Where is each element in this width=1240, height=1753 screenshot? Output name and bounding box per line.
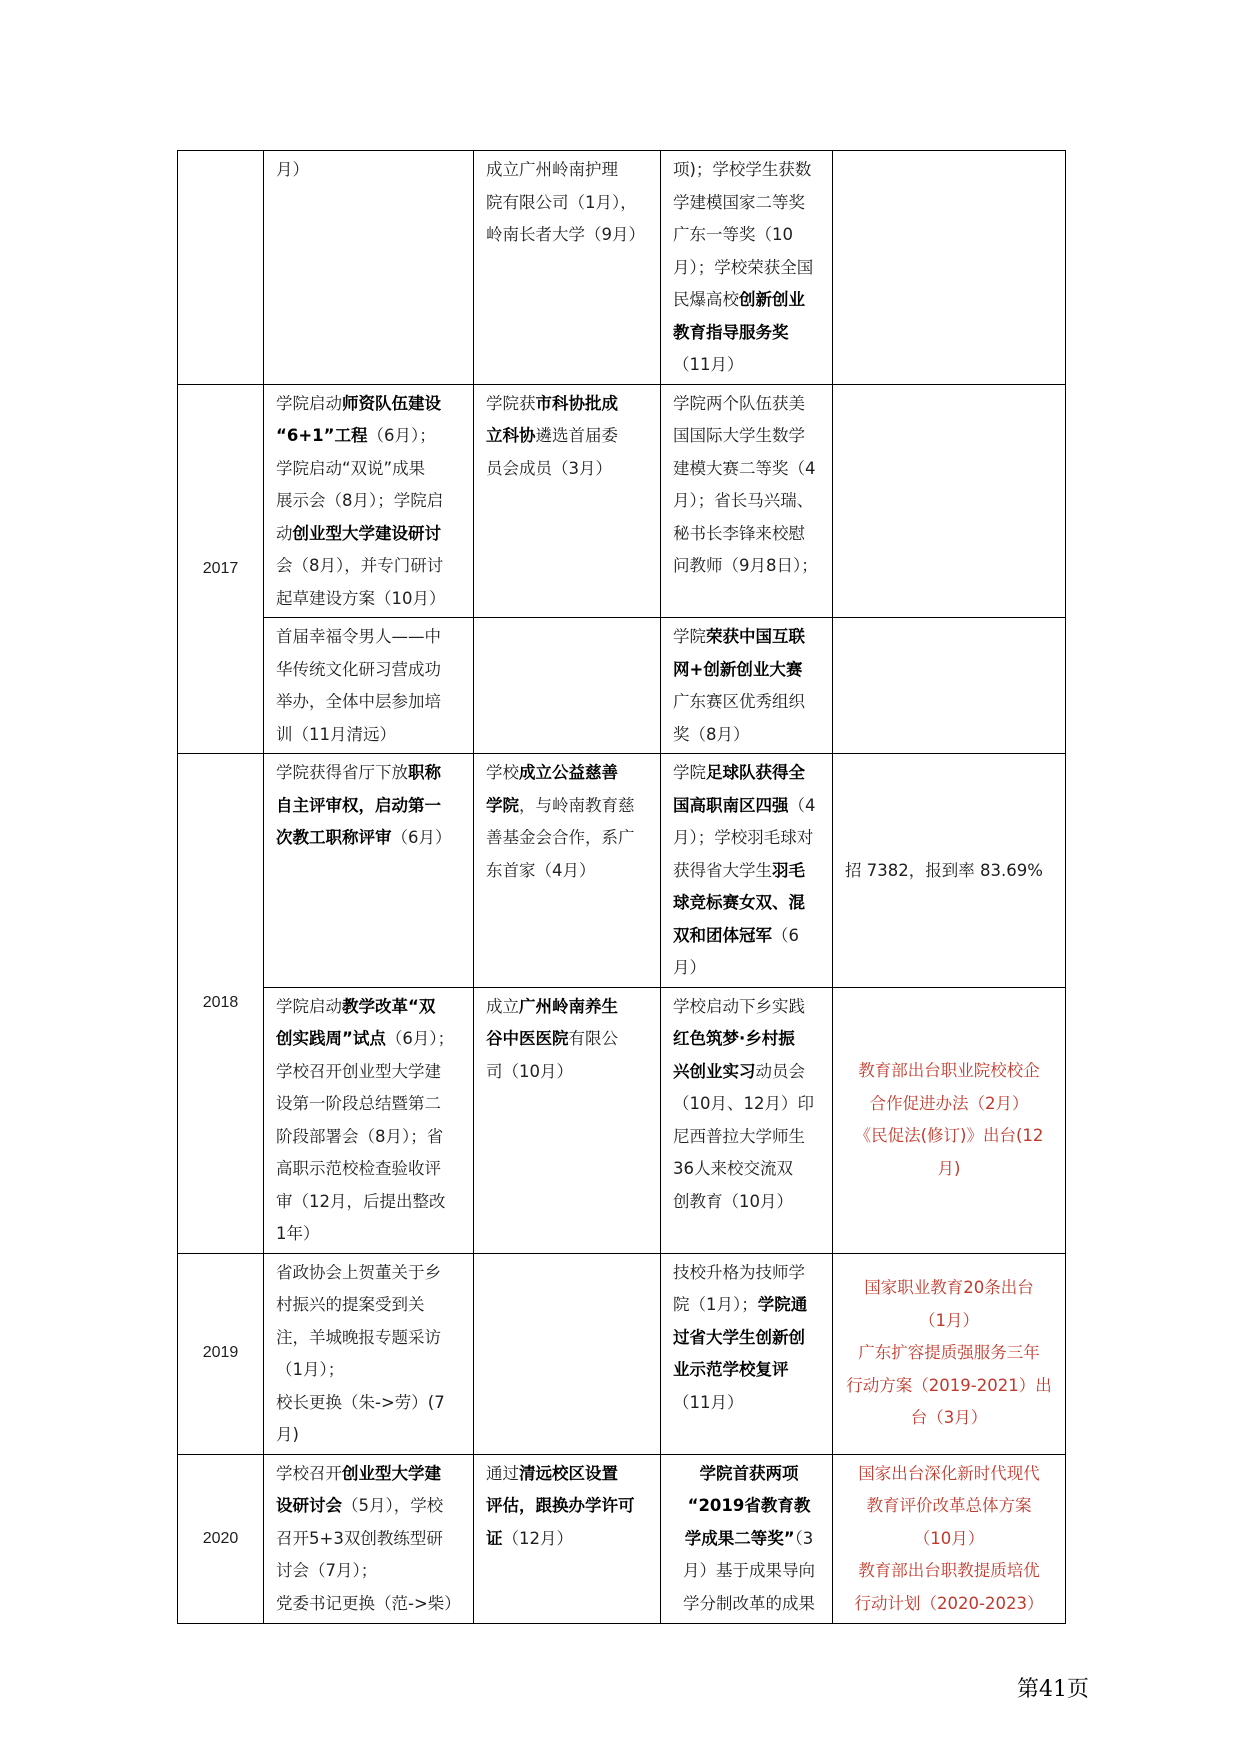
table-cell (833, 987, 1066, 1253)
table-cell (833, 384, 1066, 618)
table-cell (833, 618, 1066, 754)
cell-line (673, 621, 825, 654)
cell-line (276, 1289, 466, 1322)
cell-text: 学分制改革的成果 (683, 1593, 815, 1613)
cell-text: 阶段部署会（8月）；省 (276, 1126, 444, 1146)
cell-line (673, 1458, 825, 1491)
cell-text: 项)；学校学生获数 (673, 160, 812, 179)
cell-text: 通过 (486, 1463, 519, 1483)
cell-line (276, 1056, 466, 1089)
cell-line (839, 1490, 1059, 1523)
cell-text: 尼西普拉大学师生 (673, 1126, 805, 1146)
cell-text: 广东一等奖（10 (673, 225, 793, 244)
cell-text: 成立 (486, 996, 519, 1016)
cell-line (276, 1588, 466, 1621)
cell-line (486, 1056, 653, 1089)
cell-text: 司（10月） (486, 1061, 573, 1081)
bold-text: 羽毛 (772, 860, 805, 880)
bold-text: 足球队获得全 (706, 763, 805, 782)
cell-text: 广东赛区优秀组织 (673, 692, 805, 711)
cell-line (486, 991, 653, 1024)
table-cell (661, 384, 833, 618)
cell-line (276, 388, 466, 421)
cell-text: 台（3月） (910, 1408, 988, 1428)
table-cell (661, 618, 833, 754)
cell-line (673, 855, 825, 888)
cell-text: 动 (276, 523, 293, 543)
cell-line (276, 1555, 466, 1588)
cell-text: 动员会 (755, 1061, 805, 1081)
table-cell (264, 151, 474, 385)
bold-text: 创业型大学建设研讨 (292, 523, 441, 543)
cell-text: 召开5+3双创教练型研 (276, 1528, 443, 1548)
table-cell (661, 151, 833, 385)
cell-text: 学校召开 (276, 1463, 342, 1483)
cell-text: 注，羊城晚报专题采访 (276, 1327, 441, 1347)
cell-line (276, 1458, 466, 1491)
bold-text: 学院通 (757, 1295, 808, 1314)
cell-text: （6月） (391, 828, 452, 847)
cell-line (839, 1272, 1059, 1305)
cell-text: 学建模国家二等奖 (673, 192, 805, 212)
cell-text: 教育评价改革总体方案 (866, 1496, 1032, 1515)
cell-text: 学院获 (486, 393, 536, 413)
cell-line (486, 757, 653, 790)
cell-text: 行动计划（2020-2023） (854, 1593, 1044, 1613)
cell-line (673, 1354, 825, 1387)
cell-line (276, 790, 466, 823)
cell-text: 展示会（8月）；学院启 (276, 491, 444, 510)
cell-text: 有限公 (568, 1029, 618, 1048)
cell-line (276, 621, 466, 654)
cell-text: 院有限公司（1月）， (486, 192, 637, 212)
cell-text: （6月）； (385, 1029, 455, 1048)
table-cell (833, 1454, 1066, 1624)
cell-text: 学院启动“双说”成果 (276, 458, 426, 478)
cell-line (276, 583, 466, 616)
cell-line (276, 757, 466, 790)
cell-line (276, 485, 466, 518)
cell-text: 学院 (673, 763, 706, 782)
table-cell (474, 151, 661, 385)
cell-text: 月）；学校荣获全国 (673, 257, 814, 277)
table-row (178, 618, 1066, 754)
timeline-table (177, 150, 1066, 1624)
table-cell (833, 151, 1066, 385)
table-row (178, 754, 1066, 988)
bold-text: 过省大学生创新创 (673, 1327, 805, 1347)
table-cell (474, 754, 661, 988)
table-cell (474, 1253, 661, 1454)
cell-line (673, 1322, 825, 1355)
cell-text: 国家出台深化新时代现代 (858, 1463, 1040, 1483)
table-row (178, 384, 1066, 618)
bold-text: 网+创新创业大赛 (673, 659, 803, 679)
cell-text: ，与岭南教育慈 (519, 795, 635, 815)
cell-line (673, 1588, 825, 1621)
cell-line (276, 420, 466, 453)
cell-text: 成立广州岭南护理 (486, 160, 618, 179)
bold-text: 广州岭南养生 (519, 996, 618, 1016)
table-row (178, 1253, 1066, 1454)
cell-line (486, 1523, 653, 1556)
cell-text: 学校召开创业型大学建 (276, 1061, 441, 1081)
cell-text: 华传统文化研习营成功 (276, 659, 441, 679)
cell-line (673, 1490, 825, 1523)
cell-text: （6月）； (367, 426, 436, 445)
cell-line (673, 654, 825, 687)
bold-text: 教育指导服务奖 (673, 322, 789, 342)
cell-text: 学院两个队伍获美 (673, 393, 805, 413)
cell-line (839, 1153, 1059, 1186)
bold-text: 职称 (408, 763, 441, 782)
cell-text: 设第一阶段总结暨第二 (276, 1094, 441, 1113)
cell-line (486, 1458, 653, 1491)
bold-text: 清远校区设置 (519, 1463, 618, 1483)
bold-text: 荣获中国互联 (706, 627, 805, 646)
cell-text: 学院获得省厅下放 (276, 763, 408, 782)
cell-line (839, 1088, 1059, 1121)
cell-text: 学院 (673, 627, 706, 646)
cell-text: 训（11月清远） (276, 724, 396, 744)
year-cell: 2017 (178, 384, 264, 754)
cell-text: 月） (276, 160, 309, 179)
cell-text: 教育部出台职教提质培优 (858, 1561, 1040, 1580)
cell-line (276, 686, 466, 719)
table-cell (264, 987, 474, 1253)
cell-line (839, 1588, 1059, 1621)
table-cell (474, 1454, 661, 1624)
cell-text: 建模大赛二等奖（4 (673, 458, 816, 478)
table-row (178, 151, 1066, 385)
cell-line (673, 822, 825, 855)
cell-line (673, 485, 825, 518)
cell-line (486, 154, 653, 187)
cell-line (673, 518, 825, 551)
cell-text: 善基金会合作，系广 (486, 828, 635, 847)
bold-text: 教学改革“双 (342, 996, 436, 1016)
cell-line (276, 1354, 466, 1387)
bold-text: 市科协批成 (535, 393, 618, 413)
bold-text: 球竞标赛女双、混 (673, 893, 805, 912)
cell-line (845, 855, 1058, 888)
cell-line (839, 1370, 1059, 1403)
cell-text: 月） (673, 958, 706, 977)
cell-line (673, 420, 825, 453)
cell-line (839, 1305, 1059, 1338)
cell-line (673, 920, 825, 953)
cell-line (673, 1023, 825, 1056)
cell-line (839, 1402, 1059, 1435)
cell-text: 月）；学校羽毛球对 (673, 828, 814, 847)
cell-text: 月) (276, 1425, 299, 1444)
cell-line (673, 887, 825, 920)
cell-line (276, 1490, 466, 1523)
cell-text: （11月） (673, 1392, 744, 1412)
table-cell (661, 1454, 833, 1624)
cell-line (673, 719, 825, 752)
cell-text: （5月），学校 (342, 1496, 444, 1515)
table-cell (264, 1253, 474, 1454)
cell-text: 学院启动 (276, 996, 342, 1016)
table-cell (833, 754, 1066, 988)
cell-line (673, 757, 825, 790)
cell-text: 学校启动下乡实践 (673, 996, 805, 1016)
table-cell (264, 1454, 474, 1624)
cell-text: 学院启动 (276, 393, 342, 413)
cell-text: （1月） (919, 1310, 979, 1330)
cell-line (486, 1023, 653, 1056)
cell-text: 奖（8月） (673, 724, 750, 744)
bold-text: 次教工职称评审 (276, 828, 392, 847)
cell-text: 国家职业教育20条出台 (864, 1278, 1034, 1298)
cell-line (673, 550, 825, 583)
cell-line (276, 1523, 466, 1556)
cell-text: 国国际大学生数学 (673, 426, 805, 445)
cell-line (673, 952, 825, 985)
cell-line (673, 1555, 825, 1588)
cell-text: 合作促进办法（2月） (869, 1093, 1029, 1113)
cell-line (276, 719, 466, 752)
bold-text: 双和团体冠军 (673, 925, 772, 945)
cell-line (276, 1257, 466, 1290)
cell-text: 省政协会上贺董关于乡 (276, 1262, 441, 1282)
cell-text: 学校 (486, 763, 519, 782)
cell-line (673, 1523, 825, 1556)
cell-text: 讨会（7月）； (276, 1561, 378, 1580)
cell-text: 广东扩容提质强服务三年 (858, 1343, 1040, 1363)
cell-text: （12月） (502, 1528, 573, 1548)
cell-line (673, 1257, 825, 1290)
cell-line (839, 1523, 1059, 1556)
year-cell: 2018 (178, 754, 264, 1254)
cell-text: （4 (788, 795, 816, 815)
cell-line (276, 1186, 466, 1219)
cell-line (673, 187, 825, 220)
cell-line (673, 1387, 825, 1420)
cell-text: 起草建设方案（10月） (276, 588, 446, 608)
cell-text: 高职示范校检查验收评 (276, 1159, 441, 1178)
cell-line (276, 453, 466, 486)
cell-line (673, 349, 825, 382)
cell-line (276, 654, 466, 687)
cell-line (486, 855, 653, 888)
cell-line (673, 317, 825, 350)
cell-line (486, 388, 653, 421)
table-cell (474, 384, 661, 618)
bold-text: 证 (486, 1528, 503, 1548)
cell-line (276, 550, 466, 583)
cell-text: 东首家（4月） (486, 860, 596, 880)
bold-text: 创实践周”试点 (276, 1029, 386, 1048)
bold-text: 立科协 (486, 426, 536, 445)
cell-line (486, 790, 653, 823)
cell-text: （10月） (913, 1528, 985, 1548)
cell-line (839, 1055, 1059, 1088)
cell-line (276, 1023, 466, 1056)
cell-text: 审（12月，后提出整改 (276, 1191, 446, 1211)
cell-text: 1年） (276, 1224, 320, 1243)
cell-line (673, 1186, 825, 1219)
cell-text: （3 (794, 1528, 814, 1548)
table-row (178, 987, 1066, 1253)
bold-text: 国高职南区四强 (673, 795, 789, 815)
cell-text: 会（8月），并专门研讨 (276, 556, 444, 575)
cell-text: 月）；省长马兴瑞、 (673, 491, 814, 510)
bold-text: 创新创业 (739, 290, 805, 309)
cell-line (673, 1153, 825, 1186)
table-cell (833, 1253, 1066, 1454)
bold-text: 创业型大学建 (342, 1463, 441, 1483)
table-cell (474, 618, 661, 754)
cell-text: （6 (772, 925, 799, 945)
cell-line (276, 991, 466, 1024)
table-cell (661, 754, 833, 988)
cell-line (673, 991, 825, 1024)
cell-line (486, 453, 653, 486)
table-row (178, 1454, 1066, 1624)
page-number: 第41页 (1017, 1677, 1089, 1702)
cell-text: 民爆高校 (673, 290, 739, 309)
cell-text: 技校升格为技师学 (673, 1262, 805, 1282)
cell-text: 36人来校交流双 (673, 1159, 793, 1178)
cell-text: 院（1月）； (673, 1295, 758, 1314)
cell-text: （1月）； (276, 1360, 345, 1379)
cell-line (673, 790, 825, 823)
cell-text: 校长更换（朱->劳）(7 (276, 1392, 445, 1412)
cell-text: 党委书记更换（范->柴） (276, 1593, 461, 1613)
cell-text: 创教育（10月） (673, 1191, 793, 1211)
bold-text: 谷中医医院 (486, 1029, 569, 1048)
cell-line (673, 284, 825, 317)
cell-line (673, 686, 825, 719)
cell-line (486, 420, 653, 453)
cell-line (486, 219, 653, 252)
cell-line (276, 822, 466, 855)
table-cell (474, 987, 661, 1253)
cell-line (673, 1289, 825, 1322)
cell-text: 月) (937, 1158, 961, 1178)
cell-line (673, 453, 825, 486)
bold-text: 设研讨会 (276, 1496, 342, 1515)
cell-line (276, 1322, 466, 1355)
bold-text: 自主评审权，启动第一 (276, 795, 441, 815)
table-cell (264, 754, 474, 988)
cell-text: 月）基于成果导向 (683, 1561, 815, 1580)
cell-line (276, 1088, 466, 1121)
cell-text: 问教师（9月8日）； (673, 556, 818, 575)
cell-line (839, 1337, 1059, 1370)
cell-line (839, 1458, 1059, 1491)
cell-line (673, 388, 825, 421)
cell-text: （10月、12月）印 (673, 1094, 814, 1113)
cell-line (486, 822, 653, 855)
bold-text: 红色筑梦·乡村振 (673, 1029, 795, 1048)
cell-text: 举办，全体中层参加培 (276, 692, 441, 711)
cell-text: 秘书长李锋来校慰 (673, 523, 805, 543)
year-cell: 2020 (178, 1454, 264, 1624)
cell-text: 行动方案（2019-2021）出 (846, 1375, 1052, 1395)
table-cell (264, 618, 474, 754)
bold-text: 学院首获两项 (699, 1463, 799, 1483)
cell-line (673, 1121, 825, 1154)
cell-line (673, 252, 825, 285)
cell-line (276, 1218, 466, 1251)
cell-text: 员会成员（3月） (486, 458, 612, 478)
cell-line (486, 187, 653, 220)
cell-text: 教育部出台职业院校校企 (858, 1061, 1040, 1080)
cell-line (276, 1153, 466, 1186)
cell-text: 招 7382，报到率 83.69% (845, 860, 1043, 880)
bold-text: “2019省教育教 (687, 1496, 811, 1515)
bold-text: 兴创业实习 (673, 1061, 756, 1081)
table-cell (264, 384, 474, 618)
cell-text: （11月） (673, 355, 744, 374)
table-cell (661, 1253, 833, 1454)
bold-text: 学成果二等奖” (684, 1528, 795, 1548)
cell-line (276, 518, 466, 551)
bold-text: “6+1”工程 (276, 426, 368, 445)
cell-text: 首届幸福令男人——中 (276, 627, 441, 646)
year-cell: 2019 (178, 1253, 264, 1454)
bold-text: 成立公益慈善 (519, 763, 618, 782)
cell-line (486, 1490, 653, 1523)
cell-text: 岭南长者大学（9月） (486, 225, 645, 244)
bold-text: 师资队伍建设 (342, 393, 441, 413)
cell-line (276, 1387, 466, 1420)
cell-line (276, 1121, 466, 1154)
table-cell (661, 987, 833, 1253)
bold-text: 学院 (486, 795, 519, 815)
cell-line (673, 1088, 825, 1121)
cell-line (839, 1555, 1059, 1588)
cell-text: 遴选首届委 (535, 426, 618, 445)
cell-line (673, 154, 825, 187)
cell-text: 《民促法(修订)》出台(12 (854, 1126, 1044, 1145)
cell-line (839, 1120, 1059, 1153)
year-cell (178, 151, 264, 385)
cell-line (276, 1419, 466, 1452)
bold-text: 评估，跟换办学许可 (486, 1496, 635, 1515)
cell-line (673, 219, 825, 252)
cell-line (276, 154, 466, 187)
bold-text: 业示范学校复评 (673, 1360, 789, 1379)
cell-text: 获得省大学生 (673, 860, 772, 880)
cell-text: 村振兴的提案受到关 (276, 1295, 425, 1314)
cell-line (673, 1056, 825, 1089)
